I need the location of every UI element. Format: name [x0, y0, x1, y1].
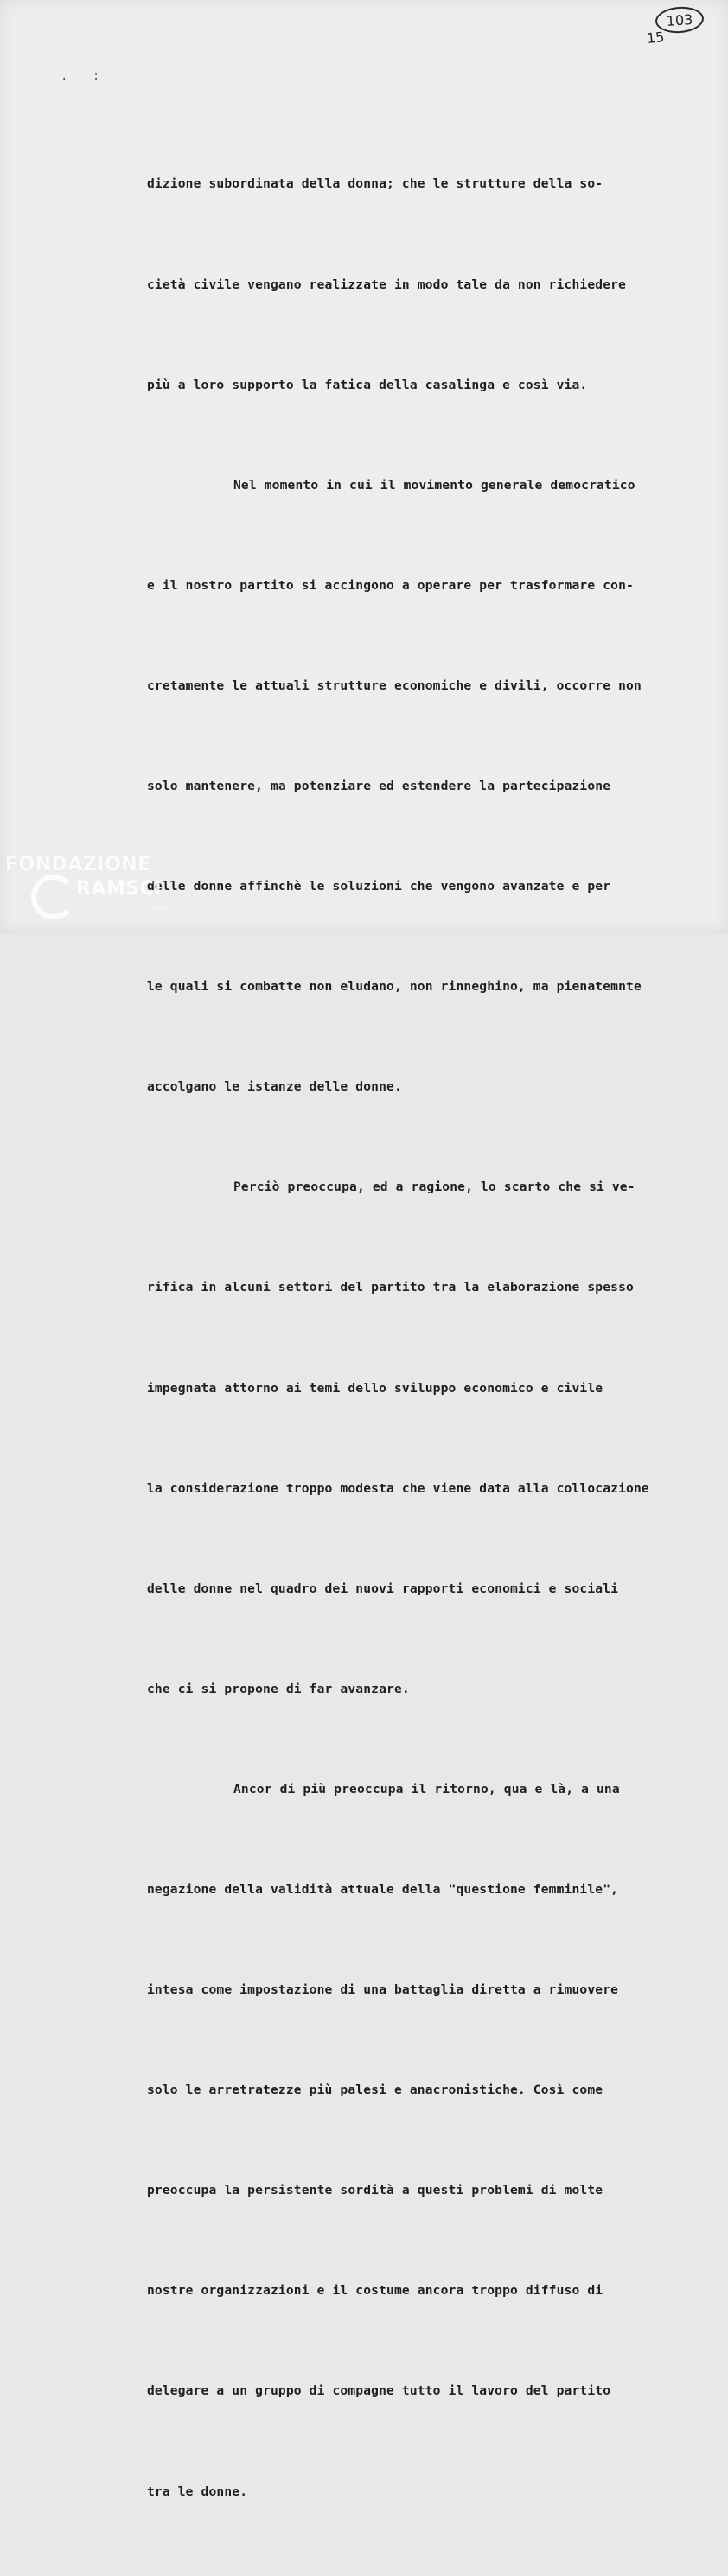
- text-line: e il nostro partito si accingono a operare per trasformare con-: [147, 577, 634, 593]
- text-line: Nel momento in cui il movimento generale democratico: [233, 477, 635, 493]
- fondazione-gramsci-logo: [5, 854, 187, 923]
- text-line: delegare a un gruppo di compagne tutto il lavoro del partito: [147, 2383, 611, 2399]
- text-line: tra le donne.: [147, 2484, 248, 2499]
- text-line: Ancor di più preoccupa il ritorno, qua e là, a una: [233, 1781, 620, 1797]
- text-line: intesa come impostazione di una battaglia diretta a rimuovere: [147, 1982, 619, 1998]
- typewritten-text: [147, 101, 718, 2576]
- logo-subtitle: onlus: [152, 904, 169, 911]
- text-line: accolgano le istanze delle donne.: [147, 1079, 402, 1095]
- text-line: delle donne nel quadro dei nuovi rapporti economici e sociali: [147, 1581, 619, 1596]
- text-line: la considerazione troppo modesta che viene data alla collocazione: [147, 1480, 649, 1496]
- text-line: rifica in alcuni settori del partito tra la elaborazione spesso: [147, 1280, 634, 1295]
- logo-line-1: FONDAZIONE: [5, 854, 151, 875]
- text-line: cietà civile vengano realizzate in modo tale da non richiedere: [147, 277, 627, 292]
- text-line: le quali si combatte non eludano, non rinneghino, ma pienatemnte: [147, 979, 642, 995]
- archive-number-text: 103: [666, 10, 693, 29]
- text-line: che ci si propone di far avanzare.: [147, 1681, 410, 1696]
- text-line: solo le arretratezze più palesi e anacronistiche. Così come: [147, 2083, 603, 2098]
- text-line: cretamente le attuali strutture economiche e divili, occorre non: [147, 677, 642, 693]
- text-line: nostre organizzazioni e il costume ancora troppo diffuso di: [147, 2283, 603, 2299]
- text-line: impegnata attorno ai temi dello sviluppo economico e civile: [147, 1380, 603, 1396]
- logo-g-icon: [31, 875, 76, 919]
- text-line: più a loro supporto la fatica della casalinga e così via.: [147, 377, 588, 392]
- handwritten-page-number: 15: [646, 28, 666, 48]
- text-line: preoccupa la persistente sordità a questi problemi di molte: [147, 2183, 603, 2198]
- text-line: solo mantenere, ma potenziare ed estendere la partecipazione: [147, 778, 611, 793]
- text-line: dizione subordinata della donna; che le strutture della so-: [147, 176, 603, 192]
- margin-marks: . :: [61, 69, 109, 83]
- text-line: Perciò preoccupa, ed a ragione, lo scarto che si ve-: [233, 1180, 635, 1195]
- logo-line-2: RAMSCI: [76, 878, 163, 900]
- text-line: negazione della validità attuale della "questione femminile",: [147, 1882, 619, 1897]
- text-line: delle donne affinchè le soluzioni che vengono avanzate e per: [147, 879, 611, 894]
